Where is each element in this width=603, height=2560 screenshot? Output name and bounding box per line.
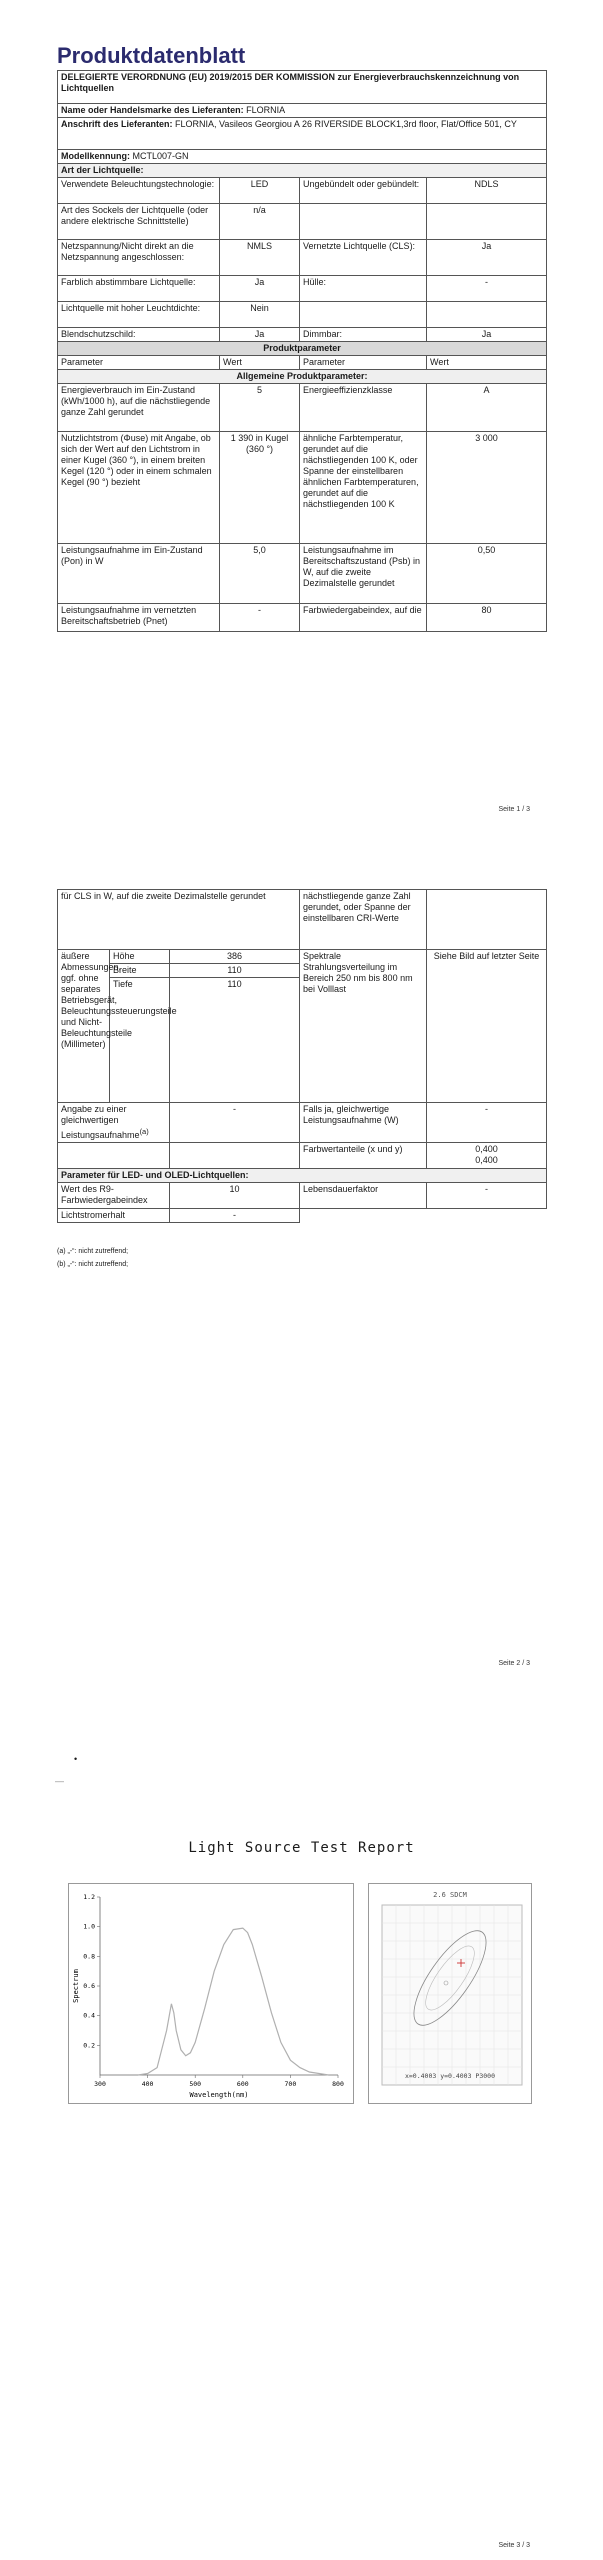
param-label: Leistungsaufnahme im Ein-Zustand (Pon) in W — [58, 544, 220, 604]
column-header-value: Wert — [427, 356, 547, 370]
footnote-a: (a) „-“: nicht zutreffend; — [57, 1248, 129, 1255]
dimension-value: 386 — [170, 950, 300, 964]
x-tick-label: 800 — [332, 2080, 344, 2088]
supplier-address: FLORNIA, Vasileos Georgiou A 26 RIVERSIDE BLOCK1,3rd floor, Flat/Office 501, CY — [175, 119, 517, 129]
table-row — [58, 302, 547, 328]
y-tick-label: 1.0 — [83, 1922, 95, 1931]
param-label: ähnliche Farbtemperatur, gerundet auf die nächstliegenden 100 K, oder Spanne der einstellbaren ähnlichen Farbtemperaturen, gerundet auf die nächstliegenden 100 K — [300, 432, 427, 544]
column-header-param: Parameter — [300, 356, 427, 370]
param-label: Art des Sockels der Lichtquelle (oder andere elektrische Schnittstelle) — [58, 204, 220, 240]
param-label: Ungebündelt oder gebündelt: — [300, 178, 427, 204]
y-tick-label: 1.2 — [83, 1893, 95, 1901]
r9-value: 10 — [170, 1183, 300, 1209]
general-params-header: Allgemeine Produktparameter: — [58, 370, 547, 384]
param-label: Energieverbrauch im Ein-Zustand (kWh/1000 h), auf die nächstliegende ganze Zahl gerundet — [58, 384, 220, 432]
param-value: Ja — [427, 328, 547, 342]
param-label: Energieeffizienzklasse — [300, 384, 427, 432]
product-datasheet-table — [57, 70, 547, 632]
y-tick-label: 0.8 — [83, 1952, 95, 1961]
table-row — [58, 384, 547, 432]
supplier-address-row — [58, 118, 547, 150]
chromaticity-value: 0,400 0,400 — [427, 1143, 547, 1169]
chart-frame — [69, 1884, 354, 2104]
model-label: Modellkennung: — [61, 151, 130, 161]
page-number: Seite 1 / 3 — [498, 806, 530, 813]
supplier-name-row — [58, 104, 547, 118]
dimension-name: Breite — [110, 964, 170, 978]
report-title: Light Source Test Report — [188, 1840, 415, 1856]
param-label — [300, 204, 427, 240]
table-row — [58, 178, 547, 204]
param-label: nächstliegende ganze Zahl gerundet, oder Spanne der einstellbaren CRI-Werte — [300, 890, 427, 950]
param-label: Verwendete Beleuchtungstechnologie: — [58, 178, 220, 204]
param-label: Farblich abstimmbare Lichtquelle: — [58, 276, 220, 302]
equiv-power-label: Falls ja, gleichwertige Leistungsaufnahme (W) — [300, 1103, 427, 1143]
survival-factor-value: - — [427, 1183, 547, 1209]
param-label: Blendschutzschild: — [58, 328, 220, 342]
table-row — [58, 1103, 547, 1143]
cie-diagram — [368, 1883, 532, 2104]
table-row — [58, 1183, 547, 1209]
r9-label: Wert des R9-Farbwiedergabeindex — [58, 1183, 170, 1209]
table-row — [58, 276, 547, 302]
dimension-name: Höhe — [110, 950, 170, 964]
param-label: Netzspannung/Nicht direkt an die Netzspannung angeschlossen: — [58, 240, 220, 276]
table-row — [58, 1143, 547, 1169]
param-value: 3 000 — [427, 432, 547, 544]
led-params-header: Parameter für LED- und OLED-Lichtquellen: — [58, 1169, 547, 1183]
param-value — [427, 302, 547, 328]
bullet-mark: • — [74, 1754, 78, 1764]
param-label: Dimmbar: — [300, 328, 427, 342]
product-params-header: Produktparameter — [58, 342, 547, 356]
param-value: NMLS — [220, 240, 300, 276]
param-value: 5,0 — [220, 544, 300, 604]
dimension-value: 110 — [170, 978, 300, 1103]
table-row — [58, 204, 547, 240]
param-label: Vernetzte Lichtquelle (CLS): — [300, 240, 427, 276]
x-tick-label: 600 — [236, 2080, 249, 2088]
table-row — [58, 432, 547, 544]
param-value: LED — [220, 178, 300, 204]
param-value: 80 — [427, 604, 547, 632]
page-number: Seite 3 / 3 — [498, 2542, 530, 2549]
sdcm-label: 2.6 SDCM — [433, 1891, 467, 1899]
param-value: A — [427, 384, 547, 432]
light-source-type-header: Art der Lichtquelle: — [58, 164, 547, 178]
param-value: 1 390 in Kugel (360 °) — [220, 432, 300, 544]
product-datasheet-table-continued — [57, 889, 547, 1223]
spectral-label: Spektrale Strahlungsverteilung im Bereich 250 nm bis 800 nm bei Volllast — [300, 950, 427, 1103]
column-header-param: Parameter — [58, 356, 220, 370]
x-tick-label: 400 — [141, 2080, 154, 2088]
footnote-ref: (a) — [139, 1127, 149, 1136]
footnote-b: (b) „-“: nicht zutreffend; — [57, 1261, 129, 1268]
table-row — [58, 544, 547, 604]
equiv-label: Angabe zu einer gleichwertigen Leistungsaufnahme$^{(a)}$ — [58, 1103, 170, 1143]
table-row — [58, 604, 547, 632]
table-row — [58, 328, 547, 342]
table-row — [58, 890, 547, 950]
x-tick-label: 300 — [94, 2080, 106, 2088]
param-value: Nein — [220, 302, 300, 328]
chromaticity-label: Farbwertanteile (x und y) — [300, 1143, 427, 1169]
spectral-value: Siehe Bild auf letzter Seite — [427, 950, 547, 1103]
y-axis-label: Spectrum — [72, 1969, 80, 2003]
param-label: für CLS in W, auf die zweite Dezimalstelle gerundet — [58, 890, 300, 950]
regulation-text: DELEGIERTE VERORDNUNG (EU) 2019/2015 DER KOMMISSION zur Energieverbrauchskennzeichnung von Lichtquellen — [58, 71, 547, 104]
param-label: Leistungsaufnahme im vernetzten Bereitschaftsbetrieb (Pnet) — [58, 604, 220, 632]
param-value: NDLS — [427, 178, 547, 204]
model-row — [58, 150, 547, 164]
table-row — [58, 1209, 547, 1223]
equiv-value: - — [170, 1103, 300, 1143]
param-value: - — [220, 604, 300, 632]
document-title: Produktdatenblatt — [57, 43, 246, 68]
table-row — [58, 950, 547, 964]
dimension-value: 110 — [170, 964, 300, 978]
param-label — [300, 302, 427, 328]
param-label: Hülle: — [300, 276, 427, 302]
x-tick-label: 500 — [189, 2080, 202, 2088]
equiv-power-value: - — [427, 1103, 547, 1143]
spectrum-chart — [68, 1883, 354, 2104]
param-value: 0,50 — [427, 544, 547, 604]
param-label: Lichtquelle mit hoher Leuchtdichte: — [58, 302, 220, 328]
lumen-maintenance-label: Lichtstromerhalt — [58, 1209, 170, 1223]
x-axis-label: Wavelength(nm) — [189, 2091, 249, 2099]
param-value: n/a — [220, 204, 300, 240]
supplier-name: FLORNIA — [246, 105, 286, 115]
dimensions-label: äußere Abmessungen, ggf. ohne separates Betriebsgerät, Beleuchtungssteuerungsteile und Nicht-Beleuchtungsteile (Millimeter) — [58, 950, 110, 1103]
param-value: Ja — [427, 240, 547, 276]
y-tick-label: 0.4 — [83, 2011, 95, 2020]
param-label: Leistungsaufnahme im Bereitschaftszustand (Psb) in W, auf die zweite Dezimalstelle gerundet — [300, 544, 427, 604]
param-label: Nutzlichtstrom (Φuse) mit Angabe, ob sich der Wert auf den Lichtstrom in einer Kugel (360 °), in einem breiten Kegel (120 °) oder in einem schmalen Kegel (90 °) bezieht — [58, 432, 220, 544]
dimension-name: Tiefe — [110, 978, 170, 1103]
supplier-address-label: Anschrift des Lieferanten: — [61, 119, 173, 129]
page-number: Seite 2 / 3 — [498, 1660, 530, 1667]
param-value: Ja — [220, 276, 300, 302]
param-value — [427, 204, 547, 240]
y-tick-label: 0.6 — [83, 1982, 95, 1990]
param-value: 5 — [220, 384, 300, 432]
model-id: MCTL007-GN — [132, 151, 189, 161]
x-tick-label: 700 — [284, 2080, 297, 2088]
dash-mark: — — [55, 1776, 64, 1786]
param-value: - — [427, 276, 547, 302]
table-row — [58, 240, 547, 276]
column-header-row — [58, 356, 547, 370]
survival-factor-label: Lebensdauerfaktor — [300, 1183, 427, 1209]
supplier-name-label: Name oder Handelsmarke des Lieferanten: — [61, 105, 244, 115]
cie-coordinates-readout: x=0.4003 y=0.4003 P3000 — [404, 2072, 496, 2080]
column-header-value: Wert — [220, 356, 300, 370]
param-value: Ja — [220, 328, 300, 342]
lumen-maintenance-value: - — [170, 1209, 300, 1223]
param-label: Farbwiedergabeindex, auf die — [300, 604, 427, 632]
y-tick-label: 0.2 — [83, 2041, 95, 2050]
